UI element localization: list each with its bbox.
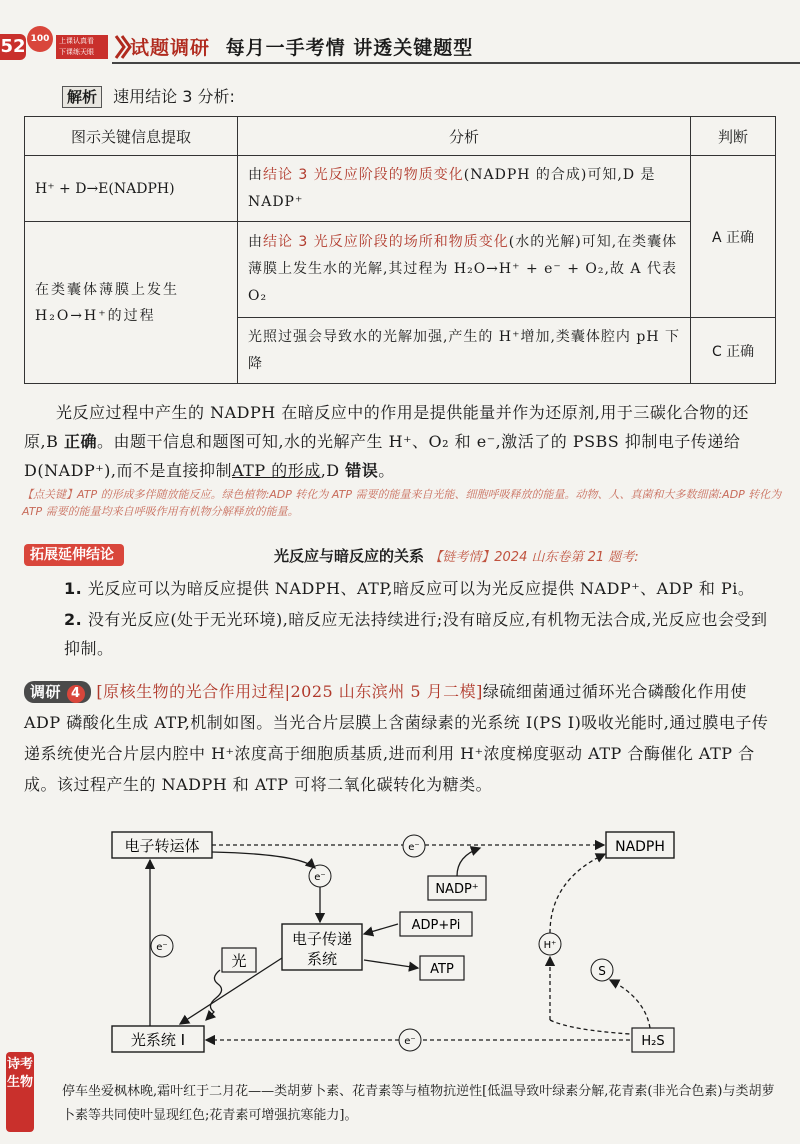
conclusion-highlight: 结论 3 光反应阶段的场所和物质变化	[262, 234, 509, 250]
footer-note: 停车坐爱枫林晚,霜叶红于二月花——类胡萝卜素、花青素等与植物抗逆性[低温导致叶绿素分解,花青素(非光合色素)与类胡萝卜素等共同使叶显现红色;花青素可增强抗寒能力]。	[62, 1084, 775, 1123]
proton-circle	[539, 933, 561, 955]
header-title-rest: 每月一手考情 讲透关键题型	[225, 37, 474, 59]
item-text: 光反应可以为暗反应提供 NADPH、ATP,暗反应可以为光反应提供 NADP⁺、ADP 和 Pi。	[87, 579, 755, 598]
extension-item	[64, 574, 776, 603]
light-label: 光	[231, 952, 247, 970]
question-text: 绿硫细菌通过循环光合磷酸化作用使 ADP 磷酸化生成 ATP,机制如图。当光合片层膜上含菌绿素的光系统 I(PS I)吸收光能时,通过膜电子传递系统使光合片层内腔中 H⁺浓度高于细胞质基质,进而利用 H⁺浓度梯度驱动 ATP 合酶催化 ATP 合成。该过程产生的 NADPH 和 ATP 可将二氧化碳转化为糖类。	[24, 682, 769, 794]
verdict-correct: 正确	[63, 432, 97, 451]
question-tag	[24, 681, 91, 703]
extension-item	[64, 605, 776, 663]
electron-label: e⁻	[314, 872, 326, 883]
extension-list	[64, 574, 776, 663]
header-rule	[112, 62, 800, 64]
proton-label: H⁺	[543, 940, 557, 951]
table-row	[25, 156, 776, 222]
diagram-arrows	[150, 845, 650, 1040]
para-text: 。	[378, 461, 395, 480]
analysis-text: (NADPH 的合成)可知,D 是 NADP⁺	[247, 166, 656, 210]
analysis-tag: 解析	[62, 86, 102, 108]
electron-label: e⁻	[156, 942, 168, 953]
atp-label: ATP	[430, 962, 454, 977]
page-number: 52	[0, 34, 26, 60]
verdict-wrong: 错误	[345, 461, 379, 480]
electron-carrier-label: 电子转运体	[124, 837, 200, 855]
handwritten-note: 【点关键】ATP 的形成多伴随放能反应。绿色植物:ADP 转化为 ATP 需要的能量来自光能、细胞呼吸释放的能量。动物、人、真菌和大多数细菌:ADP 转化为 ATP 需要的能量均来自呼吸作用有机物分解释放的能量。	[22, 488, 782, 518]
exam-link-note: 【链考情】2024 山东卷第 21 题考:	[429, 550, 639, 565]
extension-tag: 拓展延伸结论	[24, 544, 124, 566]
question-number: 4	[67, 685, 85, 703]
electron-carrier-box	[112, 832, 212, 858]
table-cell-info: H⁺ + D→E(NADPH)	[25, 156, 238, 222]
table-cell-analysis: 光照过强会导致水的光解加强,产生的 H⁺增加,类囊体腔内 pH 下降	[237, 318, 690, 384]
h2s-box	[632, 1028, 674, 1052]
electron-circle	[403, 835, 425, 857]
table-header-row	[25, 117, 776, 156]
atp-box	[420, 956, 464, 980]
underlined-phrase: ATP 的形成	[232, 461, 321, 480]
analysis-intro	[62, 84, 235, 108]
nadph-label: NADPH	[615, 839, 665, 855]
analysis-paragraph	[24, 398, 776, 485]
table-header-cell: 图示关键信息提取	[25, 117, 238, 156]
question-block	[24, 676, 776, 800]
electron-circle	[399, 1029, 421, 1051]
para-text: ,D	[320, 461, 346, 480]
electron-circle	[151, 935, 173, 957]
brand-logo: 100	[27, 26, 53, 52]
item-number: 1.	[64, 579, 83, 598]
light-box	[222, 948, 256, 972]
electron-label: e⁻	[408, 842, 420, 853]
para-text: 。由题干信息和题图可知,水的光解产生 H⁺、O₂ 和 e⁻,激活了的 PSBS 抑制电子传递给 D(NADP⁺),而不是直接抑制	[24, 432, 741, 480]
etc-box	[282, 924, 362, 970]
ps1-label: 光系统 I	[130, 1031, 186, 1049]
table-cell-judgment: A 正确	[691, 156, 776, 318]
analysis-text: (水的光解)可知,在类囊体薄膜上发生水的光解,其过程为 H₂O→H⁺ + e⁻ + O₂,故 A 代表 O₂	[247, 234, 678, 304]
table-cell-analysis	[237, 222, 690, 318]
item-text: 没有光反应(处于无光环境),暗反应无法持续进行;没有暗反应,有机物无法合成,光反应也会受到抑制。	[64, 610, 768, 658]
para-text: 光反应过程中产生的 NADPH 在暗反应中的作用是提供能量并作为还原剂,用于三碳化合物的还原,B	[24, 403, 749, 451]
etc-label-1: 电子传递	[291, 930, 353, 948]
analysis-text: 由	[247, 234, 263, 250]
sulfur-circle	[591, 959, 613, 981]
slogan-line-1: 上课认真看	[59, 37, 94, 45]
table-cell-judgment: C 正确	[691, 318, 776, 384]
nadp-label: NADP⁺	[435, 882, 479, 897]
table-cell-analysis	[237, 156, 690, 222]
sidebar-badge: 诗考生物	[6, 1052, 34, 1132]
etc-label-2: 系统	[306, 950, 338, 968]
nadph-box	[606, 832, 674, 858]
question-tag-text: 调研	[30, 683, 62, 701]
ps1-box	[112, 1026, 204, 1052]
electron-circle	[309, 865, 331, 887]
slogan-line-2: 下课练天眼	[59, 48, 94, 56]
table-row	[25, 222, 776, 318]
question-source: [原核生物的光合作用过程|2025 山东滨州 5 月二模]	[96, 682, 483, 701]
header-title	[130, 33, 473, 60]
header-title-main: 试题调研	[130, 37, 211, 59]
electron-label: e⁻	[404, 1036, 416, 1047]
table-header-cell: 分析	[237, 117, 690, 156]
nadp-box	[428, 876, 486, 900]
conclusion-highlight: 结论 3 光反应阶段的物质变化	[262, 166, 464, 183]
extension-title-text: 光反应与暗反应的关系	[274, 547, 425, 565]
table-header-cell: 判断	[691, 117, 776, 156]
analysis-table	[24, 116, 776, 384]
item-number: 2.	[64, 610, 83, 629]
adp-pi-label: ADP+Pi	[411, 918, 461, 933]
sulfur-label: S	[598, 964, 606, 978]
photosynthesis-diagram	[100, 820, 700, 1060]
header-chevron-icon	[112, 32, 132, 62]
slogan-badge	[56, 35, 108, 59]
table-cell-info: 在类囊体薄膜上发生 H₂O→H⁺的过程	[25, 222, 238, 384]
h2s-label: H₂S	[641, 1034, 665, 1049]
analysis-text: 由	[247, 166, 263, 183]
adp-pi-box	[400, 912, 472, 936]
extension-title	[274, 545, 639, 566]
analysis-intro-text: 速用结论 3 分析:	[113, 87, 235, 106]
